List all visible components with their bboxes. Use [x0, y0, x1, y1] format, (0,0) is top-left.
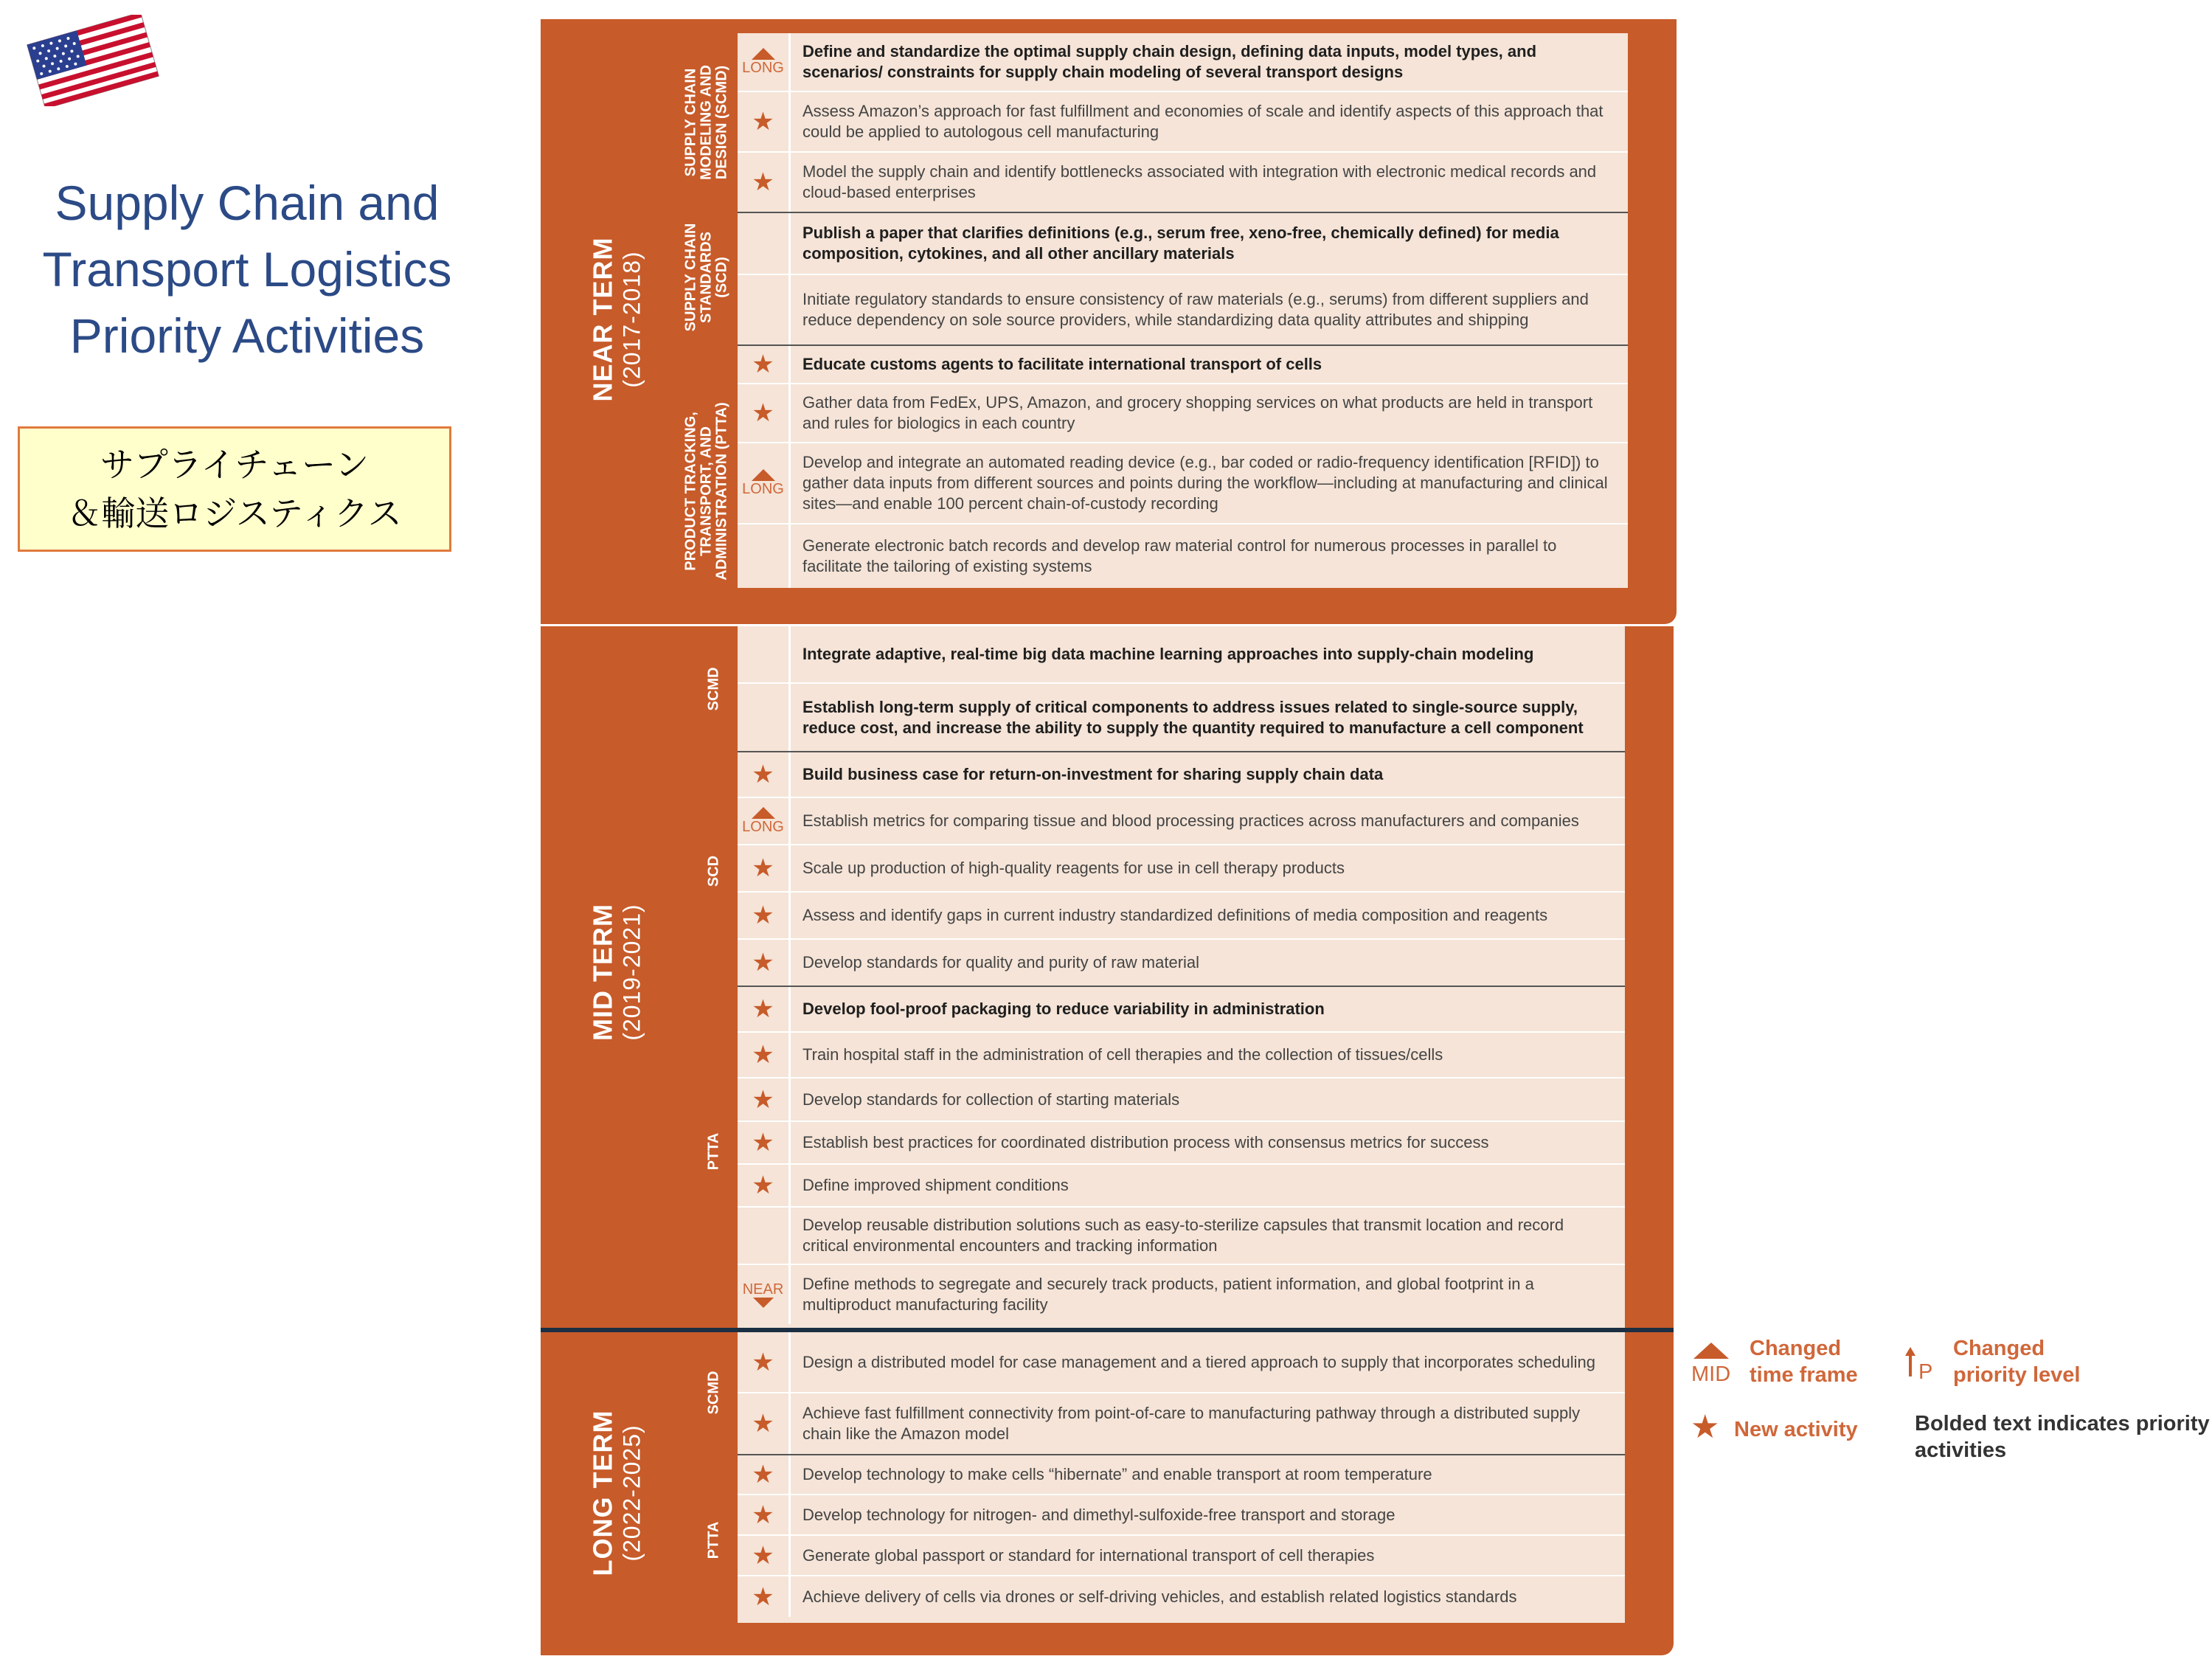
- legend-new-activity: New activity: [1734, 1418, 1858, 1441]
- star-icon: ★: [752, 1171, 774, 1199]
- legend-line: priority level: [1953, 1363, 2081, 1387]
- row-marker: [738, 384, 791, 442]
- cat-line: TRANSPORT, AND: [698, 426, 715, 556]
- table-row: [738, 798, 1625, 845]
- row-marker: [738, 1332, 791, 1392]
- row-marker: [738, 346, 791, 383]
- activity-table: [738, 1332, 1625, 1623]
- cat-line: SCMD: [705, 667, 722, 711]
- mid-term-panel: [541, 624, 1674, 1328]
- triangle-up-icon: [752, 48, 775, 60]
- star-icon: ★: [752, 1410, 774, 1438]
- near-term-panel: [541, 19, 1677, 624]
- legend-line: Changed: [1953, 1337, 2045, 1360]
- cat-line: SUPPLY CHAIN: [682, 68, 699, 177]
- category-scmd: [707, 1371, 722, 1415]
- activity-text: Develop standards for quality and purity of raw material: [802, 953, 1200, 971]
- term-title: NEAR TERM: [587, 237, 618, 402]
- cat-line: SCMD: [705, 1371, 722, 1415]
- category-scd: [707, 856, 722, 887]
- activity-text: Develop technology to make cells “hibernate” and enable transport at room temperature: [802, 1465, 1432, 1483]
- table-row: [738, 213, 1628, 275]
- cat-line: MODELING AND: [698, 65, 715, 180]
- legend-mid-label: MID: [1691, 1362, 1731, 1386]
- cat-line: STANDARDS: [698, 231, 715, 324]
- table-row: [738, 987, 1625, 1033]
- activity-text: Scale up production of high-quality reagents for use in cell therapy products: [802, 859, 1345, 877]
- star-icon: ★: [752, 1348, 774, 1376]
- activity-text: Educate customs agents to facilitate international transport of cells: [802, 355, 1322, 373]
- activity-text: Publish a paper that clarifies definitions (e.g., serum free, xeno-free, chemically defined) for media composition, cytokines, and all other ancillary materials: [802, 224, 1559, 263]
- table-row: [738, 752, 1625, 798]
- row-marker: [738, 1455, 791, 1494]
- triangle-up-icon: [752, 807, 775, 819]
- category-ptta: [707, 1522, 722, 1559]
- table-row: [738, 346, 1628, 384]
- cat-line: SUPPLY CHAIN: [682, 223, 699, 332]
- title-line: Priority Activities: [69, 308, 425, 363]
- table-row: [738, 1495, 1625, 1536]
- star-icon: ★: [752, 399, 774, 427]
- term-years: (2019-2021): [618, 904, 645, 1041]
- table-row: [738, 1078, 1625, 1122]
- japanese-label-box: [18, 426, 451, 552]
- activity-text: Design a distributed model for case management and a tiered approach to supply that incorporates scheduling: [802, 1352, 1595, 1371]
- table-row: [738, 1393, 1625, 1455]
- table-row: [738, 1122, 1625, 1165]
- cat-line: ADMINISTRATION (PTTA): [713, 402, 730, 581]
- star-icon: ★: [752, 108, 774, 136]
- row-marker: [738, 1265, 791, 1324]
- activity-text: Develop and integrate an automated reading device (e.g., bar coded or radio-frequency identification [RFID]) to gather data inputs from different sources and points during the workflow—including at manufacturing and clinical sites—and enable 100 percent chain-of-custody recording: [802, 453, 1608, 513]
- activity-text: Model the supply chain and identify bottlenecks associated with integration with electronic medical records and cloud-based enterprises: [802, 162, 1597, 201]
- legend-changed-priority: [1953, 1335, 2080, 1388]
- table-row: [738, 384, 1628, 443]
- activity-text: Define methods to segregate and securely track products, patient information, and global footprint in a multiproduct manufacturing facility: [802, 1275, 1534, 1314]
- table-row: [738, 1332, 1625, 1393]
- table-row: [738, 1033, 1625, 1078]
- row-marker: [738, 626, 791, 682]
- table-row: [738, 524, 1628, 588]
- term-label: [588, 238, 646, 402]
- activity-text: Integrate adaptive, real-time big data machine learning approaches into supply-chain modeling: [802, 645, 1534, 663]
- row-marker: [738, 443, 791, 523]
- activity-text: Assess Amazon’s approach for fast fulfillment and economies of scale and identify aspects of this approach that could be applied to autologous cell manufacturing: [802, 102, 1603, 141]
- activity-text: Achieve fast fulfillment connectivity from point-of-care to manufacturing pathway through a distributed supply chain like the Amazon model: [802, 1404, 1581, 1443]
- jp-line: ＆輸送ロジスティクス: [67, 493, 402, 533]
- row-marker: [738, 153, 791, 212]
- category-ptta: [684, 402, 730, 580]
- table-row: [738, 153, 1628, 213]
- row-marker: [738, 1536, 791, 1575]
- category-scmd: [684, 65, 730, 180]
- row-marker: [738, 1122, 791, 1163]
- legend-line: Bolded text indicates priority: [1915, 1412, 2210, 1435]
- term-title: MID TERM: [587, 904, 618, 1041]
- activity-text: Develop reusable distribution solutions such as easy-to-sterilize capsules that transmit location and record critical environmental encounters and tracking information: [802, 1216, 1564, 1255]
- star-icon: ★: [752, 1085, 774, 1114]
- activity-table: [738, 626, 1625, 1330]
- legend-line: time frame: [1750, 1363, 1858, 1387]
- cat-line: PTTA: [705, 1521, 722, 1559]
- row-marker: [738, 92, 791, 151]
- row-marker: [738, 1393, 791, 1454]
- row-marker: [738, 1033, 791, 1077]
- star-icon: ★: [752, 1500, 774, 1529]
- row-marker: [738, 684, 791, 751]
- star-icon: ★: [752, 995, 774, 1023]
- star-icon: ★: [752, 1461, 774, 1489]
- table-row: [738, 845, 1625, 893]
- term-title: LONG TERM: [587, 1410, 618, 1576]
- legend-changed-time-frame: [1750, 1335, 1858, 1388]
- table-row: [738, 940, 1625, 987]
- row-marker: [738, 1208, 791, 1264]
- triangle-up-icon: [1693, 1343, 1729, 1359]
- table-row: [738, 443, 1628, 524]
- table-row: [738, 1455, 1625, 1495]
- page-title: [15, 170, 479, 369]
- title-line: Supply Chain and: [55, 176, 440, 230]
- term-years: (2022-2025): [618, 1424, 645, 1562]
- triangle-up-icon: [752, 469, 775, 481]
- long-term-panel: [541, 1328, 1674, 1655]
- timeframe-label: NEAR: [742, 1281, 784, 1298]
- row-marker: [738, 1165, 791, 1206]
- row-marker: [738, 213, 791, 274]
- star-icon: ★: [752, 350, 774, 378]
- activity-text: Define improved shipment conditions: [802, 1176, 1069, 1194]
- row-marker: [738, 524, 791, 588]
- row-marker: [738, 940, 791, 986]
- table-row: [738, 92, 1628, 153]
- row-marker: [738, 987, 791, 1031]
- row-marker: [738, 33, 791, 91]
- table-row: [738, 1265, 1625, 1324]
- star-icon: ★: [1691, 1409, 1720, 1445]
- star-icon: ★: [752, 1541, 774, 1570]
- row-marker: [738, 752, 791, 797]
- activity-text: Initiate regulatory standards to ensure consistency of raw materials (e.g., serums) from different suppliers and reduce dependency on sole source providers, while standardizing data quality attributes and shipping: [802, 290, 1589, 329]
- activity-text: Develop standards for collection of starting materials: [802, 1090, 1180, 1109]
- star-icon: ★: [752, 949, 774, 977]
- activity-text: Establish best practices for coordinated distribution process with consensus metrics for success: [802, 1133, 1489, 1151]
- row-marker: [738, 798, 791, 844]
- star-icon: ★: [752, 1582, 774, 1611]
- legend-line: activities: [1915, 1438, 2007, 1462]
- star-icon: ★: [752, 761, 774, 789]
- row-marker: [738, 275, 791, 344]
- activity-text: Establish metrics for comparing tissue and blood processing practices across manufacturers and companies: [802, 811, 1579, 830]
- row-marker: [738, 893, 791, 938]
- activity-text: Develop technology for nitrogen- and dimethyl-sulfoxide-free transport and storage: [802, 1505, 1395, 1524]
- table-row: [738, 1165, 1625, 1208]
- category-scmd: [707, 668, 722, 711]
- activity-text: Assess and identify gaps in current industry standardized definitions of media composition and reagents: [802, 906, 1548, 924]
- activity-text: Develop fool-proof packaging to reduce variability in administration: [802, 1000, 1325, 1018]
- activity-text: Define and standardize the optimal supply chain design, defining data inputs, model types, and scenarios/ constraints for supply chain modeling of several transport designs: [802, 42, 1537, 81]
- row-marker: [738, 845, 791, 891]
- title-line: Transport Logistics: [42, 242, 452, 297]
- activity-text: Train hospital staff in the administration of cell therapies and the collection of tissues/cells: [802, 1045, 1443, 1064]
- triangle-down-icon: [753, 1298, 774, 1308]
- cat-line: SCD: [705, 855, 722, 887]
- category-ptta: [707, 1133, 722, 1171]
- legend-p-label: P: [1918, 1360, 1933, 1384]
- table-row: [738, 684, 1625, 752]
- activity-text: Build business case for return-on-investment for sharing supply chain data: [802, 765, 1384, 783]
- star-icon: ★: [752, 168, 774, 196]
- table-row: [738, 33, 1628, 92]
- star-icon: ★: [752, 854, 774, 882]
- cat-line: PRODUCT TRACKING,: [682, 412, 699, 571]
- star-icon: ★: [752, 1129, 774, 1157]
- row-marker: [738, 1576, 791, 1617]
- activity-text: Establish long-term supply of critical components to address issues related to single-source supply, reduce cost, and increase the ability to supply the quantity required to manufacture a cell component: [802, 697, 1584, 737]
- term-label: [588, 904, 646, 1041]
- star-icon: ★: [752, 901, 774, 929]
- row-marker: [738, 1078, 791, 1121]
- table-row: [738, 1576, 1625, 1617]
- row-marker: [738, 1495, 791, 1534]
- activity-text: Gather data from FedEx, UPS, Amazon, and grocery shopping services on what products are held in transport and rules for biologics in each country: [802, 393, 1593, 432]
- category-scd: [684, 224, 730, 332]
- activity-text: Generate global passport or standard for international transport of cell therapies: [802, 1545, 1375, 1565]
- term-label: [588, 1410, 646, 1576]
- cat-line: PTTA: [705, 1132, 722, 1171]
- cat-line: (SCD): [713, 257, 730, 298]
- legend-bolded-note: [1915, 1410, 2210, 1464]
- activity-text: Generate electronic batch records and develop raw material control for numerous processes in parallel to facilitate the tailoring of existing systems: [802, 536, 1557, 575]
- term-years: (2017-2018): [618, 251, 645, 388]
- table-row: [738, 626, 1625, 684]
- timeframe-label: LONG: [742, 60, 784, 76]
- cat-line: DESIGN (SCMD): [713, 65, 730, 180]
- timeframe-label: LONG: [742, 819, 784, 835]
- legend-line: Changed: [1750, 1337, 1842, 1360]
- activity-table: [738, 33, 1628, 588]
- table-row: [738, 1536, 1625, 1576]
- jp-line: サプライチェーン: [100, 445, 370, 485]
- timeframe-label: LONG: [742, 481, 784, 497]
- star-icon: ★: [752, 1041, 774, 1069]
- table-row: [738, 1208, 1625, 1265]
- us-flag-icon: [27, 15, 159, 106]
- table-row: [738, 893, 1625, 940]
- table-row: [738, 275, 1628, 346]
- activity-text: Achieve delivery of cells via drones or self-driving vehicles, and establish related logistics standards: [802, 1587, 1517, 1606]
